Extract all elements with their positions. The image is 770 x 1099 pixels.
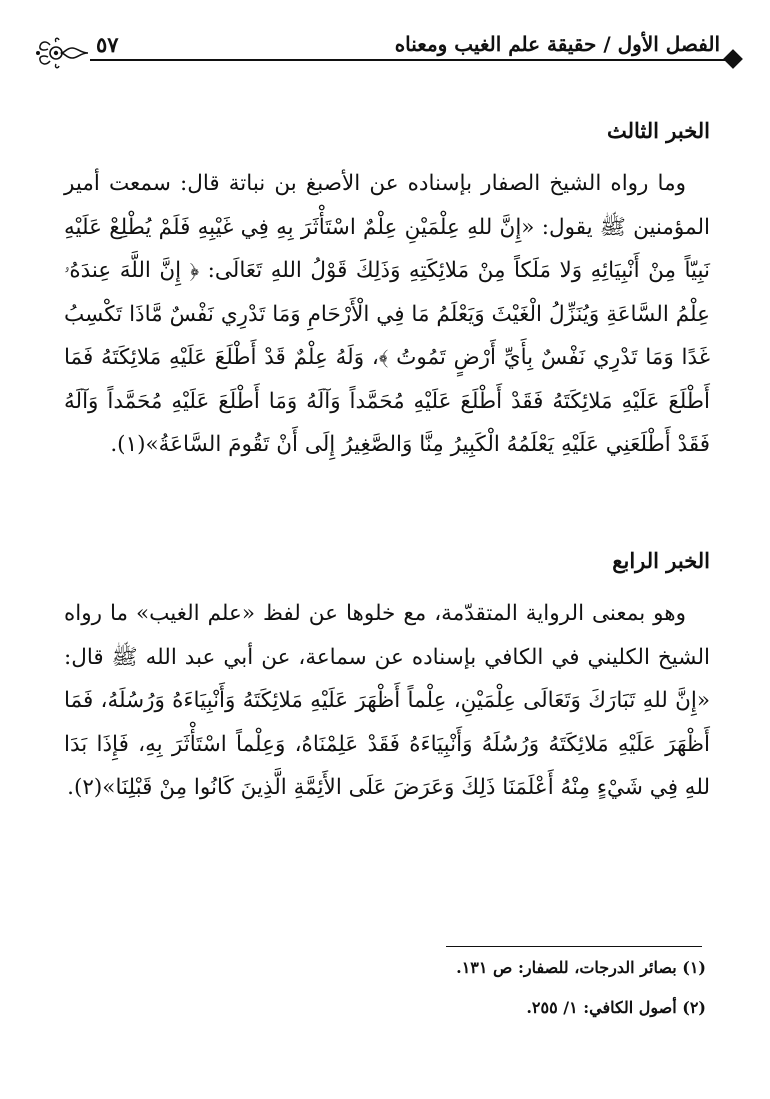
footnote-1: (١) بصائر الدرجات، للصفار: ص ١٣١.	[456, 958, 706, 977]
running-header	[32, 30, 742, 74]
chapter-title: الفصل الأول / حقيقة علم الغيب ومعناه	[389, 30, 720, 58]
paragraph-text: وما رواه الشيخ الصفار بإسناده عن الأصبغ بن نباتة قال: سمعت أمير المؤمنين ﷺ يقول: «إِنَّ للهِ عِلْمَيْنِ عِلْمٌ اسْتَأْثَرَ بِهِ فِي غَيْبِهِ فَلَمْ يُطْلِعْ عَلَيْهِ نَبِيّاً مِنْ أَنْبِيَائِهِ وَلا مَلَكاً مِنْ مَلائِكَتِهِ وَذَلِكَ قَوْلُ اللهِ تَعَالَى: ﴿ إِنَّ اللَّهَ عِندَهُۥ عِلْمُ السَّاعَةِ وَيُنَزِّلُ الْغَيْثَ وَيَعْلَمُ مَا فِي الْأَرْحَامِ وَمَا تَدْرِي نَفْسٌ مَّاذَا تَكْسِبُ غَدًا وَمَا تَدْرِي نَفْسٌ بِأَيِّ أَرْضٍ تَمُوتُ ﴾، وَلَهُ عِلْمٌ قَدْ أَطْلَعَ عَلَيْهِ مَلائِكَتَهُ فَمَا أَطْلَعَ عَلَيْهِ مَلائِكَتَهُ فَقَدْ أَطْلَعَ عَلَيْهِ مُحَمَّداً وَآلَهُ وَمَا أَطْلَعَ عَلَيْهِ مُحَمَّداً وَآلَهُ فَقَدْ أَطْلَعَنِي عَلَيْهِ يَعْلَمُهُ الْكَبِيرُ مِنَّا وَالصَّغِيرُ إِلَى أَنْ تَقُومَ السَّاعَةُ»(١).	[64, 171, 710, 457]
section-heading-3: الخبر الثالث	[606, 118, 710, 143]
section-body-3	[64, 162, 710, 467]
page-number: ٥٧	[96, 32, 119, 57]
paragraph	[64, 162, 710, 467]
floral-ornament-icon	[34, 36, 90, 70]
footnote-2: (٢) أصول الكافي: ١/ ٢٥٥.	[526, 998, 706, 1017]
section-heading-4: الخبر الرابع	[612, 548, 710, 573]
section-body-4	[64, 592, 710, 810]
footnote-rule	[446, 946, 702, 947]
diamond-ornament-icon	[723, 49, 743, 69]
paragraph	[64, 592, 710, 810]
header-rule	[90, 59, 728, 61]
paragraph-text: وهو بمعنى الرواية المتقدّمة، مع خلوها عن لفظ «علم الغيب» ما رواه الشيخ الكليني في الكافي بإسناده عن سماعة، عن أبي عبد الله ﷺ قال: «إِنَّ للهِ تَبَارَكَ وَتَعَالَى عِلْمَيْنِ، عِلْماً أَظْهَرَ عَلَيْهِ مَلائِكَتَهُ وَأَنْبِيَاءَهُ وَرُسُلَهُ، فَمَا أَظْهَرَ عَلَيْهِ مَلائِكَتَهُ وَرُسُلَهُ وَأَنْبِيَاءَهُ فَقَدْ عَلِمْنَاهُ، وَعِلْماً اسْتَأْثَرَ بِهِ، فَإِذَا بَدَا للهِ فِي شَيْءٍ مِنْهُ أَعْلَمَنَا ذَلِكَ وَعَرَضَ عَلَى الأَئِمَّةِ الَّذِينَ كَانُوا مِنْ قَبْلِنَا»(٢).	[64, 601, 710, 800]
